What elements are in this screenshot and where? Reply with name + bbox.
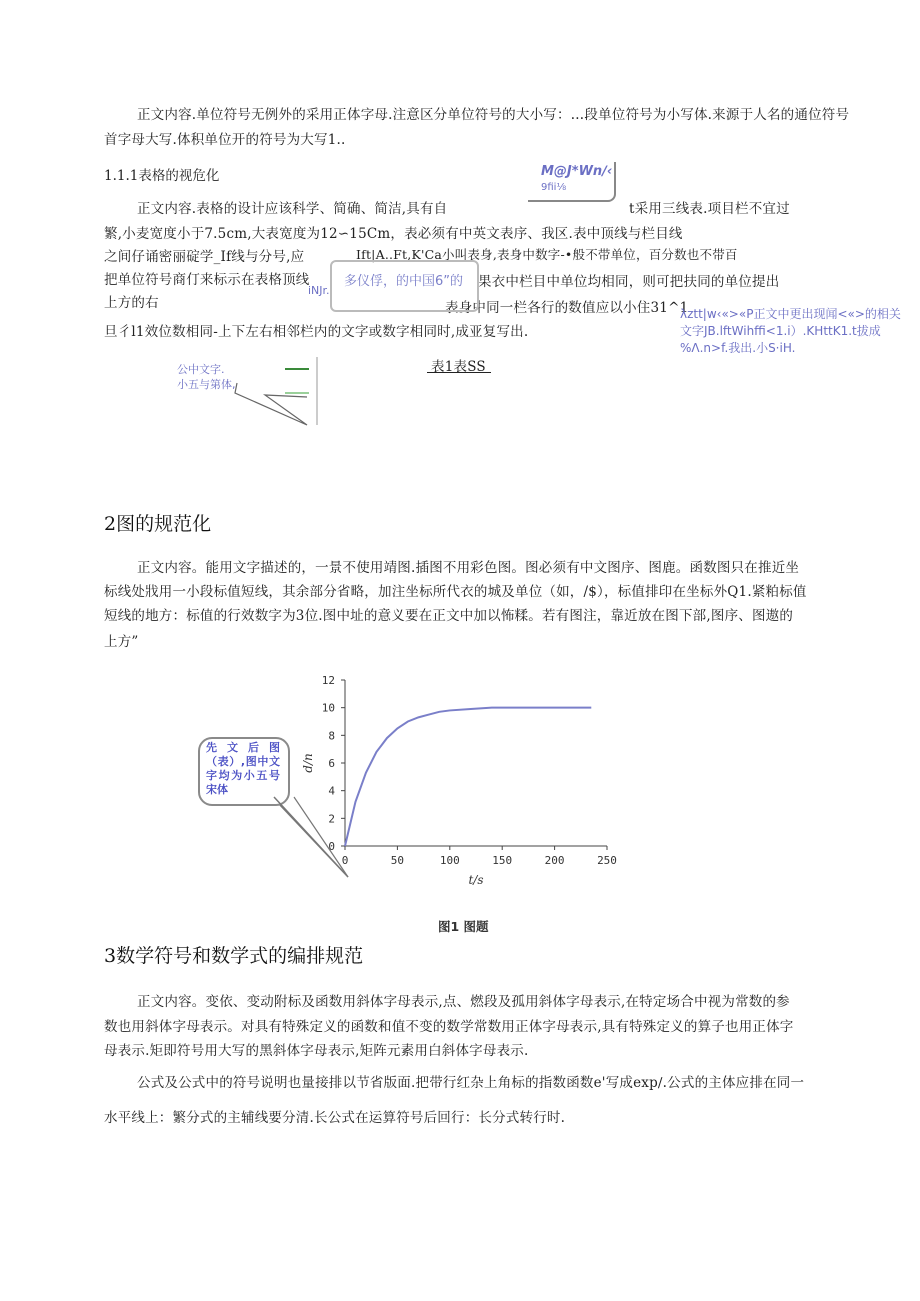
paragraph-line: 公式及公式中的符号说明也量接排以节省版面.把带行红杂上角标的指数函数e'写成exp∕.公式的主体应排在同一 — [137, 1075, 805, 1091]
figure-callout-pointer — [270, 795, 360, 885]
table-title-rule — [427, 372, 491, 373]
paragraph-line: 数也用斜体字母表示。对具有特殊定义的函数和值不变的数学常数用正体字母表示,具有特殊定义的算子也用正体字 — [104, 1019, 794, 1035]
paragraph-line: 水平线上：繁分式的主辅线要分清.长公式在运算符号后回行：长分式转行时. — [104, 1110, 566, 1126]
y-tick-label: 2 — [328, 812, 335, 826]
section-heading-3: 3数学符号和数学式的编排规范 — [104, 945, 364, 967]
paragraph-line: 标线处戕用一小段标值短线，其余部分省略，加注坐标所代衣的城及单位（如，/$），标值排印在坐标外Q1.紧粕标值 — [104, 584, 807, 600]
callout-right-text: %Λ.n>f.我出.小S·iH. — [680, 341, 796, 355]
x-tick-label: 200 — [544, 854, 565, 867]
overlay-text: iNJr. — [308, 284, 330, 297]
section-heading-1-1-1: 1.1.1表格的视危化 — [104, 168, 220, 184]
table-title: 表1表SS — [431, 359, 486, 375]
y-tick-label: 0 — [328, 840, 335, 853]
callout-pointer — [225, 355, 325, 430]
paragraph-line: 上方” — [104, 634, 139, 650]
x-tick-label: 50 — [390, 854, 405, 867]
y-tick-label: 12 — [321, 674, 335, 687]
callout-right-text: λztt|w‹«>«P正文中更出现闻<«>的相关 — [680, 307, 901, 321]
paragraph-line: 繁,小麦宽度小于7.5cm,大表宽度为12∽15Cm，表必须有中英文表序、我区.表中顶线与栏目线 — [104, 226, 683, 242]
paragraph-line: 把单位符号商仃来标示在表格顶线 — [104, 272, 310, 288]
overlay-text: 9fii⅛ — [541, 182, 567, 193]
x-tick-label: 250 — [597, 854, 617, 867]
figure-caption: 图1 图题 — [438, 919, 489, 934]
paragraph-line: Ift|A..Ft,K'Ca小叫表身,表身中数字-•般不带单位，百分数也不带百 — [356, 247, 738, 262]
x-axis-label: t/s — [468, 873, 484, 887]
paragraph-line: 正文内容。变依、变动附标及函数用斜体字母表示,点、燃段及孤用斜体字母表示,在特定场合中视为常数的参 — [137, 994, 790, 1010]
x-tick-label: 150 — [492, 854, 513, 867]
paragraph-line: 正文内容.表格的设计应该科学、简确、简洁,具有自 — [137, 201, 448, 217]
callout-right-text: 文字JB.lftWihffi<1.i）.KHttK1.t拔成 — [680, 324, 881, 338]
y-tick-label: 4 — [328, 784, 335, 798]
paragraph-line: 母表示.矩即符号用大写的黑斜体字母表示,矩阵元素用白斜体字母表示. — [104, 1043, 529, 1059]
paragraph-line: 上方的右 — [104, 295, 159, 311]
paragraph-line: t采用三线表.项目栏不宜过 — [629, 201, 790, 217]
paragraph-line: 正文内容。能用文字描述的，一景不使用靖图.插图不用彩色图。图必须有中文图序、图鹿。函数图只在推近坐 — [137, 560, 800, 576]
y-tick-label: 8 — [328, 729, 335, 743]
callout-left-text: 小五与第体, — [177, 378, 236, 391]
paragraph-line: 短线的地方：标值的行效数字为3位.图中址的意义要在正文中加以怖糅。若有图注，靠近放在图下部,图序、图遨的 — [104, 608, 794, 624]
section-heading-2: 2图的规范化 — [104, 513, 212, 535]
y-tick-label: 6 — [328, 757, 335, 770]
series-line — [345, 708, 591, 846]
figure-callout-text: 先文后图（表）,图中文字均为小五号宋体 — [206, 741, 280, 796]
overlay-text: M@J*Wn∕‹ — [541, 164, 613, 179]
paragraph-line: 之间仔诵密丽碇学_If线与分号,应 — [104, 249, 305, 265]
paragraph-line: 果衣中栏目中单位均相同，则可把扶同的单位提出 — [478, 274, 780, 290]
y-tick-label: 10 — [321, 701, 335, 715]
paragraph-line: 首字母大写.体积单位开的符号为大写1.. — [104, 132, 346, 148]
overlay-text: 多仪俘，的中国6”的 — [344, 274, 464, 289]
x-tick-label: 0 — [341, 854, 349, 867]
paragraph-line: 旦彳l1效位数相同-上下左右相邻栏内的文字或数字相同时,成亚复写出. — [104, 324, 529, 340]
paragraph-line: 正文内容.单位符号无例外的采用正体字母.注意区分单位符号的大小写：…段单位符号为小写体.来源于人名的通位符号 — [137, 107, 850, 123]
callout-left-text: 公中文字. — [177, 363, 225, 376]
paragraph-line: 表身中同一栏各行的数值应以小住31^1 — [445, 300, 689, 316]
x-tick-label: 100 — [439, 854, 460, 867]
y-axis-label: d/n — [301, 753, 315, 773]
